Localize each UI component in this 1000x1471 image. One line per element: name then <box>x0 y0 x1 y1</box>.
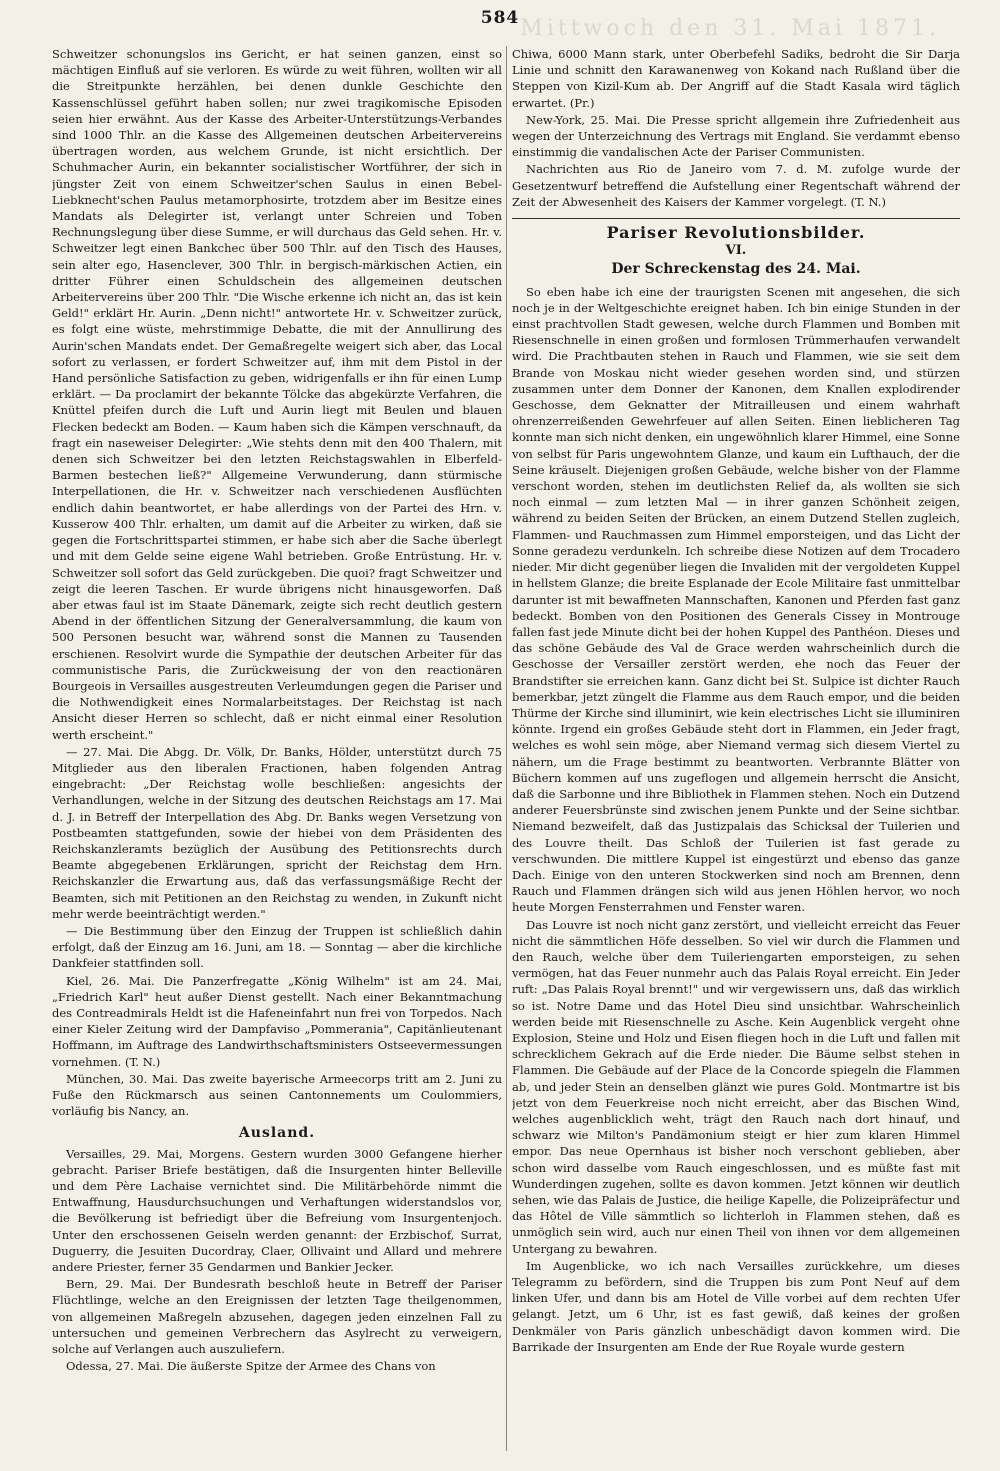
page-number: 584 <box>480 8 520 28</box>
column-divider <box>506 46 507 1451</box>
feature-number: VI. <box>725 243 747 259</box>
article-paragraph: Versailles, 29. Mai, Morgens. Gestern wurden 3000 Gefangene hierher gebracht. Pariser Briefe bestätigen, daß die Insurgenten hinter Belleville und dem Père Lachaise vernichtet sind. Die Militärbehörde nimmt die Entwaffnung, Hausdurchsuchungen und Verhaftungen widerstandslos vor, die Bevölkerung ist befriedigt über die Befreiung vom Insurgentenjoch. Unter den erschossenen Geiseln werden genannt: der Erzbischof, Surrat, Duguerry, die Jesuiten Ducordray, Claer, Ollivaint und Allard und mehrere andere Priester, ferner 35 Gendarmen und Bankier Jecker. <box>52 1146 502 1275</box>
bleed-through-header: Mittwoch den 31. Mai 1871. <box>520 16 940 41</box>
article-paragraph: München, 30. Mai. Das zweite bayerische Armeecorps tritt am 2. Juni zu Fuße den Rückmarsch aus seinen Cantonnements um Coulommiers, vorläufig bis Nancy, an. <box>52 1071 502 1119</box>
section-heading-ausland: Ausland. <box>238 1125 316 1142</box>
article-paragraph: Odessa, 27. Mai. Die äußerste Spitze der Armee des Chans von <box>66 1359 436 1374</box>
article-paragraph: — Die Bestimmung über den Einzug der Truppen ist schließlich dahin erfolgt, daß der Einzug am 16. Juni, am 18. — Sonntag — aber die kirchliche Dankfeier stattfinden soll. <box>52 923 502 971</box>
article-paragraph: Im Augenblicke, wo ich nach Versailles zurückkehre, um dieses Telegramm zu befördern, sind die Truppen bis zum Pont Neuf auf dem linken Ufer, und dann bis am Hotel de Ville vorbei auf dem rechten Ufer gelangt. Jetzt, um 6 Uhr, ist es fast gewiß, daß keines der großen Denkmäler von Paris gänzlich unbeschädigt davon kommen wird. Die Barrikade der Insurgenten am Ende der Rue Royale wurde gestern <box>512 1258 960 1354</box>
article-paragraph: Das Louvre ist noch nicht ganz zerstört, und vielleicht erreicht das Feuer nicht die sämmtlichen Höfe desselben. So viel wir durch die Flammen und den Rauch, welche über dem Tuileriengarten emporsteigen, zu sehen vermögen, hat das Feuer nunmehr auch das Palais Royal erreicht. Ein Jeder ruft: „Das Palais Royal brennt!" und wir vergewissern uns, daß das wirklich so ist. Notre Dame und das Hotel Dieu sind unsichtbar. Wahrscheinlich werden beide mit Riesenschnelle zu Asche. Kein Augenblick vergeht ohne Explosion, Steine und Holz und Eisen fliegen hoch in die Luft und fallen mit schrecklichem Gekrach auf die Erde nieder. Die Bäume selbst stehen in Flammen. Die Gebäude auf der Place de la Concorde spiegeln die Flammen ab, und jeder Stein an denselben glänzt wie pures Gold. Montmartre ist bis jetzt von dem Feuerkreise noch nicht erreicht, aber das Bischen Wind, welches augenblicklich weht, trägt den Rauch nach dort hinauf, und schwarz wie Milton's Pandämonium steigt er hier zum klaren Himmel empor. Das neue Opernhaus ist bisher noch verschont geblieben, aber schon wird dasselbe vom Rauch eingeschlossen, und es müßte fast mit Wunderdingen zugehen, sollte es davon kommen. Jetzt können wir deutlich sehen, wie das Palais de Justice, die heilige Kapelle, die Polizeipräfectur und das Hôtel de Ville sämmtlich so lichterloh in Flammen stehen, daß es unmöglich sein wird, auch nur einen Theil von ihnen vor dem allgemeinen Untergang zu bewahren. <box>512 917 960 1256</box>
right-column <box>512 46 960 1457</box>
article-paragraph: Schweitzer schonungslos ins Gericht, er hat seinen ganzen, einst so mächtigen Einfluß auf sie verloren. Es würde zu weit führen, wollten wir all die Streitpunkte herzählen, bei denen dunkle Geschichte den Kassenschlüssel geführt haben sollen; nur zwei tragikomische Episoden seien hier erwähnt. Aus der Kasse des Arbeiter-Unterstützungs-Verbandes sind 1000 Thlr. an die Kasse des Allgemeinen deutschen Arbeitervereins übertragen worden, aus welchem Grunde, ist nicht ersichtlich. Der Schuhmacher Aurin, ein bekannter socialistischer Wortführer, der sich in jüngster Zeit von einem Schweitzer'schen Saulus in einen Bebel-Liebknecht'schen Paulus metamorphosirte, trotzdem aber im Besitze eines Mandats als Delegirter ist, verlangt unter Schreien und Toben Rechnungslegung über diese Summe, er will durchaus das Geld sehen. Hr. v. Schweitzer legt einen Bankchec über 500 Thlr. auf den Tisch des Hauses, sein alter ego, Hasenclever, 300 Thlr. in bergisch-märkischen Actien, ein dritter Führer einen Schuldschein des allgemeinen deutschen Arbeitervereins über 200 Thlr. "Die Wische erkenne ich nicht an, das ist kein Geld!" erklärt Hr. Aurin. „Denn nicht!" antwortete Hr. v. Schweitzer zurück, es folgt eine wüste, mehrstimmige Debatte, die mit der Annullirung des Aurin'schen Mandats endet. Der Gemaßregelte weigert sich aber, das Local sofort zu verlassen, er fordert Schweitzer auf, ihm mit dem Pistol in der Hand persönliche Satisfaction zu geben, widrigenfalls er ihn für einen Lump erklärt. — Da proclamirt der bekannte Tölcke das abgekürzte Verfahren, die Knüttel pfeifen durch die Luft und Aurin liegt mit Beulen und blauen Flecken bedeckt am Boden. — Kaum haben sich die Kämpen verschnauft, da fragt ein naseweiser Delegirter: „Wie stehts denn mit den 400 Thalern, mit denen sich Schweitzer bei den letzten Reichstagswahlen in Elberfeld-Barmen bestechen ließ?" Allgemeine Verwunderung, dann stürmische Interpellationen, die Hr. v. Schweitzer nach verschiedenen Ausflüchten endlich dahin beantwortet, er habe allerdings von der Partei des Hrn. v. Kusserow 400 Thlr. erhalten, um damit auf die Arbeiter zu wirken, daß sie gegen die Fortschrittspartei stimmen, er habe sich aber die Sache überlegt und mit dem Gelde seine eigene Wahl betrieben. Große Entrüstung. Hr. v. Schweitzer soll sofort das Geld zurückgeben. Die quoi? fragt Schweitzer und zeigt die leeren Taschen. Er wurde übrigens nicht hinausgeworfen. Daß aber etwas faul ist im Staate Dänemark, zeigte sich recht deutlich gestern Abend in der öffentlichen Sitzung der Generalversammlung, die kaum von 500 Personen besucht war, während sonst die Mannen zu Tausenden erschienen. Resolvirt wurde die Sympathie der deutschen Arbeiter für das communistische Paris, die Zurückweisung der von den reactionären Bourgeois in Versailles ausgestreuten Verleumdungen gegen die Pariser und die Nothwendigkeit eines Normalarbeitstages. Der Reichstag ist nach Ansicht dieser Herren so schlecht, daß er nicht einmal einer Resolution werth erscheint." <box>52 47 502 742</box>
article-paragraph: So eben habe ich eine der traurigsten Scenen mit angesehen, die sich noch je in der Weltgeschichte ereignet haben. Ich bin einige Stunden in der einst prachtvollen Stadt gewesen, welche durch Flammen und Bomben mit Riesenschnelle in einen großen und formlosen Trümmerhaufen verwandelt wird. Die Prachtbauten stehen in Rauch und Flammen, wie sie seit dem Brande von Moskau nicht wieder gesehen worden sind, und stürzen zusammen unter dem Donner der Kanonen, dem Knallen explodirender Geschosse, dem Geknatter der Mitrailleusen und einem wahrhaft ohrenzerreißenden Gewehrfeuer auf allen Seiten. Einen lieblicheren Tag konnte man sich nicht denken, ein ungewöhnlich klarer Himmel, eine Sonne von selbst für Paris ungewohntem Glanze, und kaum ein Lufthauch, der die Seine kräuselt. Diejenigen großen Gebäude, welche bisher von der Flamme verschont worden, stehen im deutlichsten Relief da, als wollten sie sich noch einmal — zum letzten Mal — in ihrer ganzen Schönheit zeigen, während zu beiden Seiten der Brücken, an einem Dutzend Stellen zugleich, Flammen- und Rauchmassen zum Himmel emporsteigen, und das Licht der Sonne geradezu verdunkeln. Ich schreibe diese Notizen auf dem Trocadero nieder. Mir dicht gegenüber liegen die Invaliden mit der vergoldeten Kuppel in hellstem Glanze; die breite Esplanade der Ecole Militaire fast unmittelbar darunter ist mit bewaffneten Mannschaften, Kanonen und Pferden fast ganz bedeckt. Bomben von den Positionen des Generals Cissey in Montrouge fallen fast jede Minute dicht bei der hohen Kuppel des Panthéon. Dieses und das schöne Gebäude des Val de Grace werden wahrscheinlich durch die Geschosse der Versailler zerstört werden, ehe noch das Feuer der Brandstifter sie erreichen kann. Ganz dicht bei St. Sulpice ist dichter Rauch bemerkbar, jetzt züngelt die Flamme aus dem Rauch empor, und die beiden Thürme der Kirche sind illuminirt, wie kein electrisches Licht sie illuminiren könnte. Irgend ein großes Gebäude steht dort in Flammen, ein Jeder fragt, welches es wohl sein möge, aber Niemand vermag sich diesem Viertel zu nähern, um die Frage bestimmt zu beantworten. Verbrannte Blätter von Büchern kommen auf uns zugeflogen und allgemein herrscht die Ansicht, daß die Sarbonne und ihre Bibliothek in Flammen stehen. Noch ein Dutzend anderer Feuersbrünste sind zwischen jenem Punkte und der Seine sichtbar. Niemand bezweifelt, daß das Justizpalais das Schicksal der Tuilerien und des Louvre theilt. Das Schloß der Tuilerien ist fast gerade zu verschwunden. Die mittlere Kuppel ist eingestürzt und ebenso das ganze Dach. Einige von den unteren Stockwerken sind noch am Brennen, denn Rauch und Flammen drängen sich wild aus jenen Höhlen hervor, wo noch heute Morgen Fensterrahmen und Fenster waren. <box>512 284 960 915</box>
feature-subtitle: Der Schreckenstag des 24. Mai. <box>611 261 861 278</box>
section-rule <box>512 218 960 219</box>
article-paragraph: Kiel, 26. Mai. Die Panzerfregatte „König Wilhelm" ist am 24. Mai, „Friedrich Karl" heut außer Dienst gestellt. Nach einer Bekanntmachung des Contreadmirals Heldt ist die Hafeneinfahrt nun frei von Torpedos. Nach einer Kieler Zeitung wird der Dampfaviso „Pommerania", Capitänlieutenant Hoffmann, im Auftrage des Landwirthschaftsministers Ostseevermessungen vornehmen. (T. N.) <box>52 973 502 1069</box>
left-column <box>52 46 502 1457</box>
article-paragraph: Nachrichten aus Rio de Janeiro vom 7. d. M. zufolge wurde der Gesetzentwurf betreffend die Aufstellung einer Regentschaft während der Zeit der Abwesenheit des Kaisers der Kammer vorgelegt. (T. N.) <box>512 162 960 209</box>
article-paragraph: Bern, 29. Mai. Der Bundesrath beschloß heute in Betreff der Pariser Flüchtlinge, welche an den Ereignissen der letzten Tage theilgenommen, von allgemeinen Maßregeln abzusehen, dagegen jeden einzelnen Fall zu untersuchen und gemeinen Verbrechern das Asylrecht zu verweigern, solche auf Verlangen auch auszuliefern. <box>52 1277 502 1357</box>
article-paragraph: Chiwa, 6000 Mann stark, unter Oberbefehl Sadiks, bedroht die Sir Darja Linie und schnitt den Karawanenweg von Kokand nach Rußland über die Steppen von Kizil-Kum ab. Der Angriff auf die Stadt Kasala wird täglich erwartet. (Pr.) <box>512 47 960 110</box>
article-paragraph: — 27. Mai. Die Abgg. Dr. Völk, Dr. Banks, Hölder, unterstützt durch 75 Mitglieder aus den liberalen Fractionen, haben folgenden Antrag eingebracht: „Der Reichstag wolle beschließen: angesichts der Verhandlungen, welche in der Sitzung des deutschen Reichstags am 17. Mai d. J. in Betreff der Interpellation des Abg. Dr. Banks wegen Versetzung von Postbeamten stattgefunden, sowie der hiebei von dem Präsidenten des Reichskanzleramts bezüglich der Ausübung des Petitionsrechts durch Beamte abgegebenen Erklärungen, spricht der Reichstag dem Hrn. Reichskanzler die Erwartung aus, daß das verfassungsmäßige Recht der Beamten, sich mit Petitionen an den Reichstag zu wenden, in Zukunft nicht mehr werde beeinträchtigt werden." <box>52 744 502 921</box>
feature-title: Pariser Revolutionsbilder. <box>606 223 866 243</box>
article-paragraph: New-York, 25. Mai. Die Presse spricht allgemein ihre Zufriedenheit aus wegen der Unterzeichnung des Vertrags mit England. Sie verdammt ebenso einstimmig die vandalischen Acte der Pariser Communisten. <box>512 112 960 160</box>
